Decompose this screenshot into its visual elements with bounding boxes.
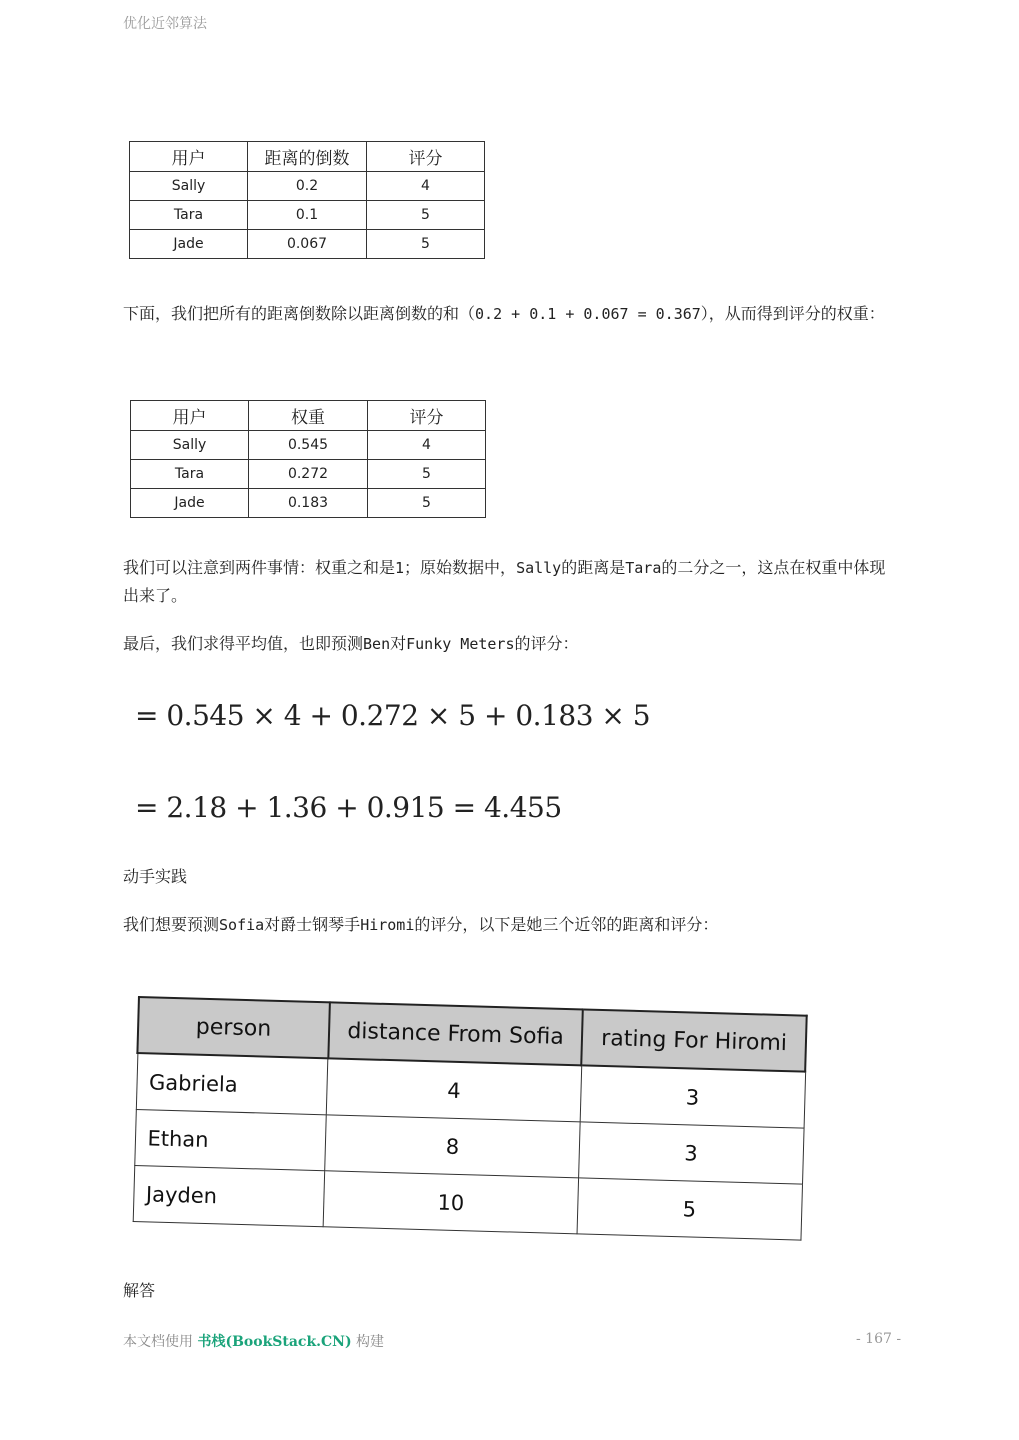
table-cell: Sally bbox=[131, 431, 249, 460]
page-number: - 167 - bbox=[856, 1331, 902, 1347]
footer-prefix: 本文档使用 bbox=[123, 1334, 198, 1350]
table-cell: 5 bbox=[367, 201, 485, 230]
formula-weighted-sum: = 0.545 × 4 + 0.272 × 5 + 0.183 × 5 bbox=[135, 699, 651, 732]
table-header-cell: 权重 bbox=[249, 401, 368, 431]
paragraph-observations bbox=[123, 554, 893, 610]
table-cell: 8 bbox=[325, 1115, 580, 1178]
table-header-cell: person bbox=[137, 997, 329, 1058]
table-row bbox=[131, 460, 486, 489]
table-cell: 0.272 bbox=[249, 460, 368, 489]
inverse-distance-table bbox=[129, 141, 485, 259]
table-row bbox=[131, 431, 486, 460]
table-cell: Jayden bbox=[133, 1165, 325, 1226]
table-cell: 5 bbox=[368, 489, 486, 518]
table-cell: 5 bbox=[367, 230, 485, 259]
table-header-row bbox=[130, 142, 485, 172]
table-header-cell: distance From Sofia bbox=[328, 1002, 583, 1065]
table-cell: 3 bbox=[578, 1122, 803, 1184]
text-span: 对 bbox=[390, 634, 407, 653]
inline-code: Sally bbox=[516, 559, 562, 577]
text-span: 的评分，以下是她三个近邻的距离和评分： bbox=[414, 915, 719, 934]
section-title-answer: 解答 bbox=[123, 1281, 156, 1300]
table-cell: 4 bbox=[367, 172, 485, 201]
text-span: ），从而得到评分的权重： bbox=[700, 304, 885, 323]
inline-code: Sofia bbox=[219, 916, 265, 934]
table-header-cell: 用户 bbox=[131, 401, 249, 431]
table-cell: Gabriela bbox=[136, 1053, 328, 1115]
table-header-cell: rating For Hiromi bbox=[581, 1009, 806, 1071]
footer-suffix: 构建 bbox=[351, 1334, 385, 1350]
table-cell: Jade bbox=[131, 489, 249, 518]
table-cell: 0.183 bbox=[249, 489, 368, 518]
table-row bbox=[130, 230, 485, 259]
table-cell: 10 bbox=[323, 1171, 578, 1234]
text-span: 的二分之一，这点在权重中体现出来了。 bbox=[123, 558, 886, 605]
section-title-practice: 动手实践 bbox=[123, 867, 188, 886]
paragraph-exercise bbox=[123, 911, 893, 939]
table-cell: 0.067 bbox=[248, 230, 367, 259]
table-row bbox=[130, 201, 485, 230]
weights-table bbox=[130, 400, 486, 518]
table-cell: Jade bbox=[130, 230, 248, 259]
table-cell: 5 bbox=[368, 460, 486, 489]
text-span: 对爵士钢琴手 bbox=[264, 915, 361, 934]
table-row bbox=[130, 172, 485, 201]
table-cell: Tara bbox=[131, 460, 249, 489]
text-span: 我们想要预测 bbox=[123, 915, 220, 934]
sofia-neighbors-table bbox=[132, 996, 808, 1241]
inline-code: Funky Meters bbox=[406, 635, 515, 653]
footer-brand-link[interactable]: 书栈(BookStack.CN) bbox=[197, 1334, 352, 1350]
table-header-cell: 距离的倒数 bbox=[248, 142, 367, 172]
table-cell: 0.545 bbox=[249, 431, 368, 460]
inline-code: Tara bbox=[625, 559, 662, 577]
inline-code: 1 bbox=[395, 559, 405, 577]
table-cell: 0.1 bbox=[248, 201, 367, 230]
table-cell: 4 bbox=[368, 431, 486, 460]
sofia-neighbors-figure bbox=[132, 996, 808, 1241]
table-cell: 3 bbox=[580, 1065, 805, 1128]
table-cell: 4 bbox=[327, 1058, 582, 1122]
table-header-cell: 评分 bbox=[368, 401, 486, 431]
text-span: 我们可以注意到两件事情：权重之和是 bbox=[123, 558, 396, 577]
text-span: 最后，我们求得平均值，也即预测 bbox=[123, 634, 364, 653]
table-cell: Sally bbox=[130, 172, 248, 201]
text-span: 的评分： bbox=[514, 634, 579, 653]
table-header-cell: 评分 bbox=[367, 142, 485, 172]
inline-code: Hiromi bbox=[360, 916, 415, 934]
table-cell: Ethan bbox=[134, 1109, 326, 1170]
table-row bbox=[131, 489, 486, 518]
table-header-cell: 用户 bbox=[130, 142, 248, 172]
inline-code: Ben bbox=[363, 635, 391, 653]
table-cell: Tara bbox=[130, 201, 248, 230]
inline-code: 0.2 + 0.1 + 0.067 = 0.367 bbox=[475, 305, 701, 323]
text-span: 的距离是 bbox=[561, 558, 626, 577]
page-header-title: 优化近邻算法 bbox=[123, 16, 207, 32]
table-cell: 0.2 bbox=[248, 172, 367, 201]
paragraph-average bbox=[123, 630, 893, 658]
text-span: ；原始数据中， bbox=[404, 558, 517, 577]
page-footer bbox=[123, 1331, 384, 1351]
paragraph-weights-intro bbox=[123, 300, 893, 328]
formula-result: = 2.18 + 1.36 + 0.915 = 4.455 bbox=[135, 791, 562, 824]
table-header-row bbox=[131, 401, 486, 431]
text-span: 下面，我们把所有的距离倒数除以距离倒数的和（ bbox=[123, 304, 476, 323]
table-cell: 5 bbox=[577, 1178, 802, 1240]
